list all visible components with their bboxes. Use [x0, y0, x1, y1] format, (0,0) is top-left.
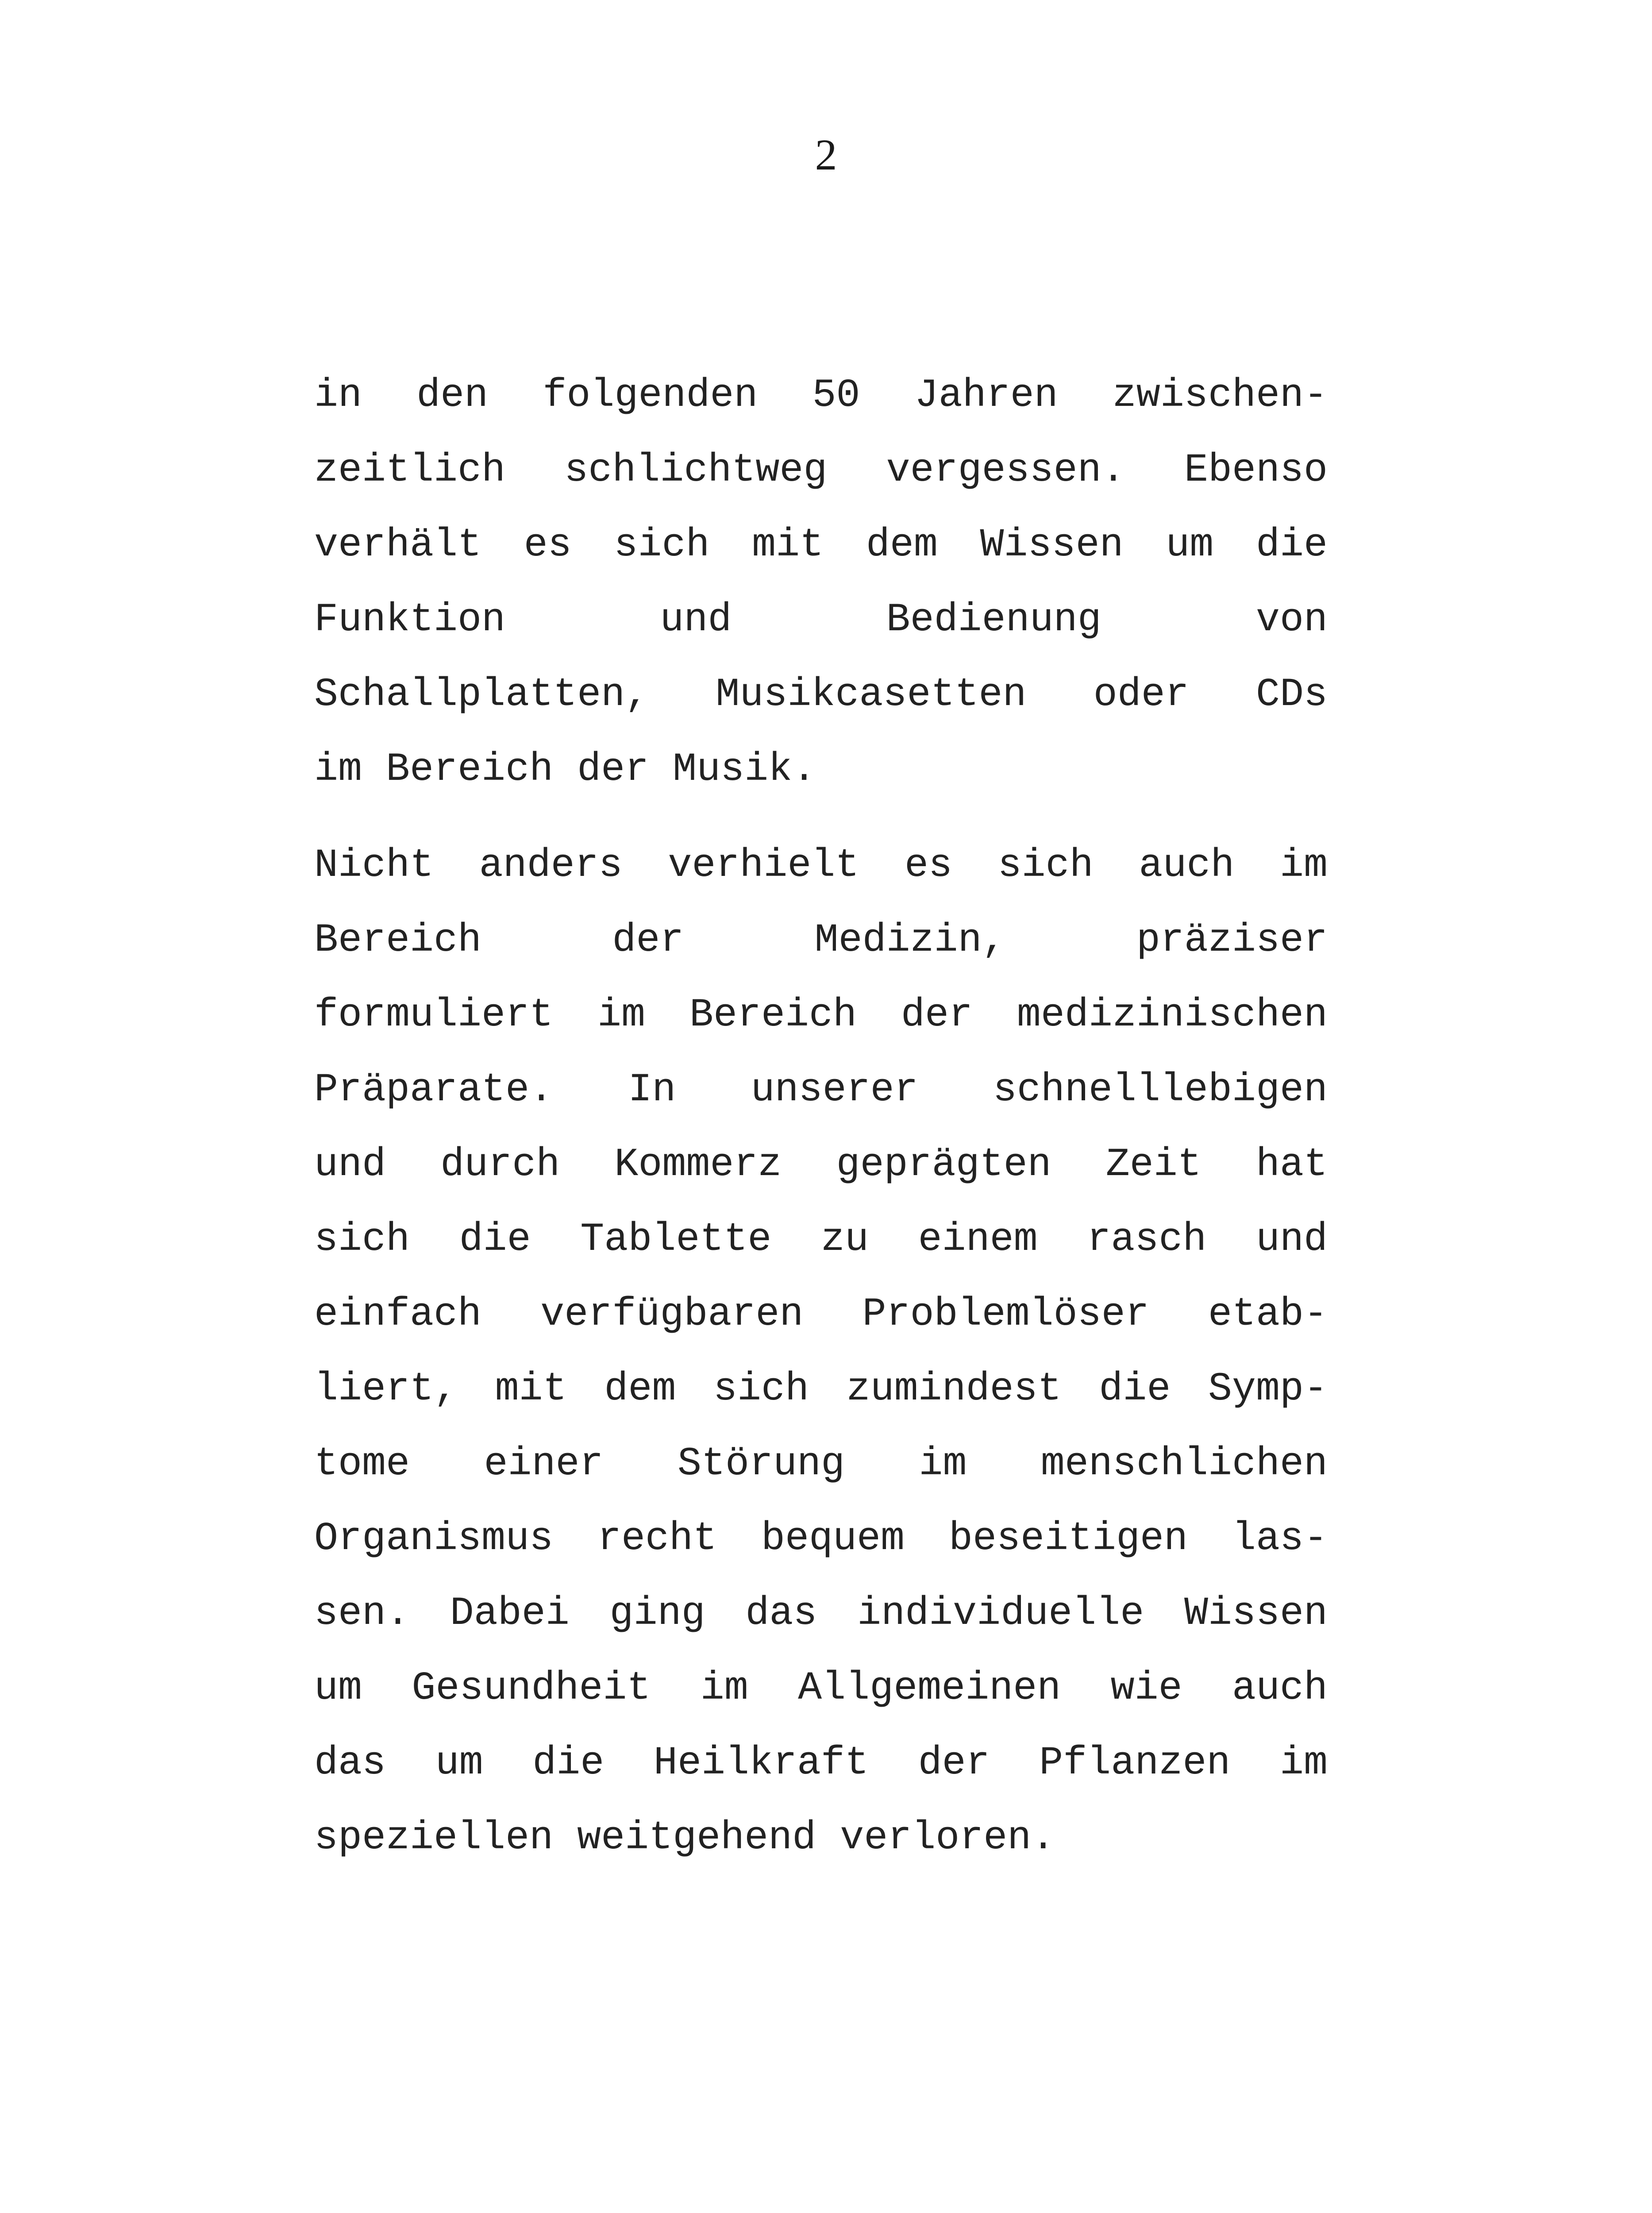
page-number: 2 [815, 130, 837, 179]
paragraph-2 [314, 829, 1328, 1876]
text-line: sen. Dabei ging das individuelle Wissen [314, 1591, 1328, 1636]
text-line: tome einer Störung im menschlichen [314, 1442, 1328, 1487]
text-line: einfach verfügbaren Problemlöser etab- [314, 1292, 1328, 1337]
text-line: Funktion und Bedienung von [314, 598, 1328, 643]
text-line: um Gesundheit im Allgemeinen wie auch [314, 1666, 1328, 1711]
paragraph-1 [314, 359, 1328, 807]
text-line: zeitlich schlichtweg vergessen. Ebenso [314, 448, 1328, 493]
text-line: Schallplatten, Musikcasetten oder CDs [314, 672, 1328, 717]
text-line: Präparate. In unserer schnelllebigen [314, 1068, 1328, 1113]
text-line: verhält es sich mit dem Wissen um die [314, 523, 1328, 568]
text-line: Nicht anders verhielt es sich auch im [314, 843, 1328, 888]
text-line: sich die Tablette zu einem rasch und [314, 1217, 1328, 1262]
text-line: in den folgenden 50 Jahren zwischen- [314, 373, 1328, 418]
text-line: das um die Heilkraft der Pflanzen im [314, 1741, 1328, 1786]
text-line: und durch Kommerz geprägten Zeit hat [314, 1142, 1328, 1187]
text-line: im Bereich der Musik. [314, 747, 816, 792]
text-line: liert, mit dem sich zumindest die Symp- [314, 1367, 1328, 1412]
text-line: Bereich der Medizin, präziser [314, 918, 1328, 963]
body-text [314, 359, 1328, 1876]
text-line: Organismus recht bequem beseitigen las- [314, 1516, 1328, 1561]
text-line: speziellen weitgehend verloren. [314, 1816, 1055, 1861]
text-line: formuliert im Bereich der medizinischen [314, 993, 1328, 1038]
